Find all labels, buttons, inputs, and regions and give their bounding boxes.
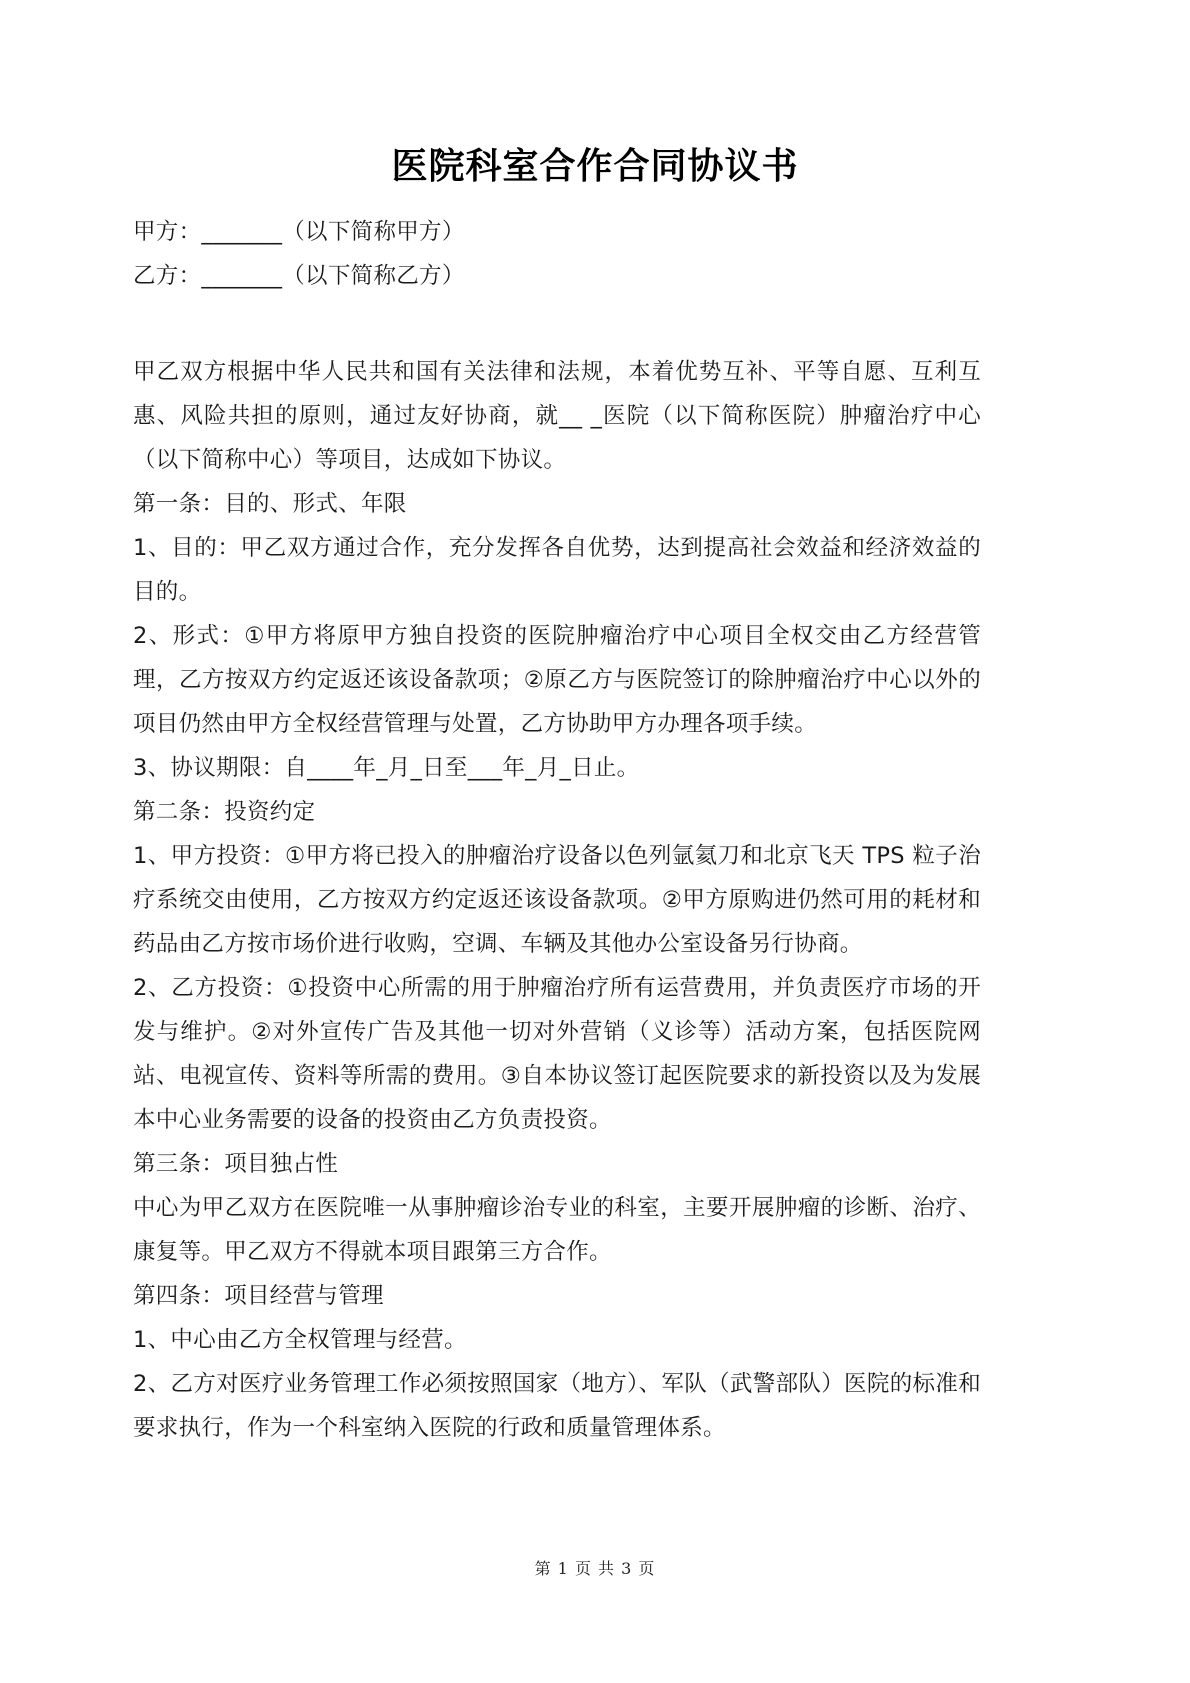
article2-item-2: 2、乙方投资：①投资中心所需的用于肿瘤治疗所有运营费用，并负责医疗市场的开发与维护。②对外宣传广告及其他一切对外营销（义诊等）活动方案，包括医院网站、电视宣传、资料等所需的费用。③自本协议签订起医院要求的新投资以及为发展本中心业务需要的设备的投资由乙方负责投资。 [133, 975, 981, 1133]
page-number-footer: 第 1 页 共 3 页 [534, 1559, 656, 1578]
article4-item-2: 2、乙方对医疗业务管理工作必须按照国家（地方）、军队（武警部队）医院的标准和要求执行，作为一个科室纳入医院的行政和质量管理体系。 [133, 1371, 981, 1441]
article1-item-3: 3、协议期限：自____年_月_日至___年_月_日止。 [133, 755, 640, 781]
article1-item-2: 2、形式：①甲方将原甲方独自投资的医院肿瘤治疗中心项目全权交由乙方经营管理，乙方按双方约定返还该设备款项；②原乙方与医院签订的除肿瘤治疗中心以外的项目仍然由甲方全权经营管理与处置，乙方协助甲方办理各项手续。 [133, 623, 981, 737]
spacer [133, 298, 981, 350]
article2-heading: 第二条：投资约定 [133, 799, 316, 825]
article2-item-1: 1、甲方投资：①甲方将已投入的肿瘤治疗设备以色列氩氦刀和北京飞天 TPS 粒子治疗系统交由使用，乙方按双方约定返还该设备款项。②甲方原购进仍然可用的耗材和药品由乙方按市场价进行收购，空调、车辆及其他办公室设备另行协商。 [133, 843, 981, 957]
article1-item-1: 1、目的：甲乙双方通过合作，充分发挥各自优势，达到提高社会效益和经济效益的目的。 [133, 535, 981, 605]
article4-heading: 第四条：项目经营与管理 [133, 1283, 384, 1309]
party-b-line: 乙方：_______（以下简称乙方） [133, 263, 465, 289]
article3-heading: 第三条：项目独占性 [133, 1151, 339, 1177]
article1-heading: 第一条：目的、形式、年限 [133, 491, 407, 517]
party-a-line: 甲方：_______（以下简称甲方） [133, 219, 465, 245]
document-body [133, 210, 981, 1450]
article4-item-1: 1、中心由乙方全权管理与经营。 [133, 1327, 467, 1353]
document-title: 医院科室合作合同协议书 [391, 146, 799, 187]
article3-item-1: 中心为甲乙双方在医院唯一从事肿瘤诊治专业的科室，主要开展肿瘤的诊断、治疗、康复等。甲乙双方不得就本项目跟第三方合作。 [133, 1195, 981, 1265]
preamble-paragraph: 甲乙双方根据中华人民共和国有关法律和法规，本着优势互补、平等自愿、互利互惠、风险共担的原则，通过友好协商，就__ _医院（以下简称医院）肿瘤治疗中心（以下简称中心）等项目，达成如下协议。 [133, 359, 981, 473]
